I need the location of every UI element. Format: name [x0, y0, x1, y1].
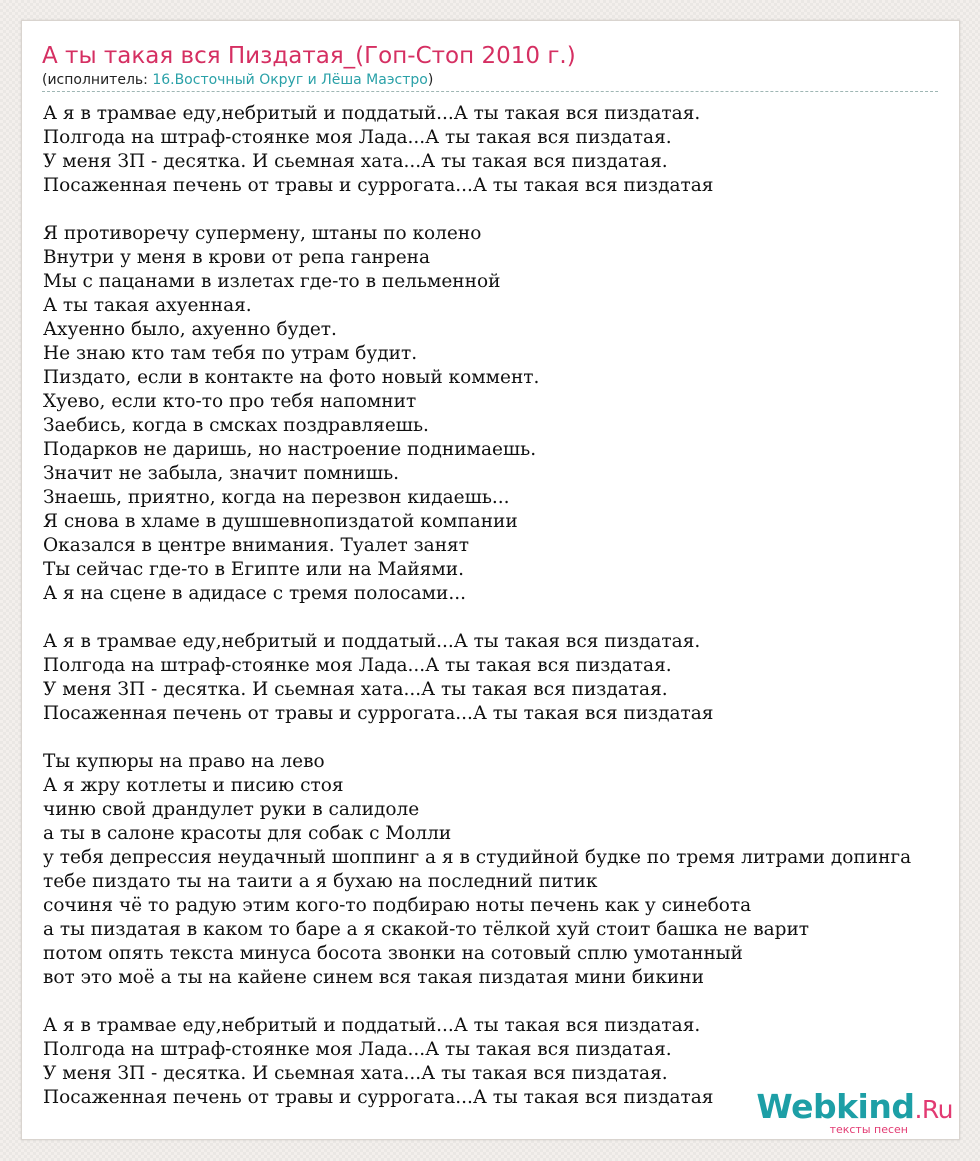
- lyric-line: Ты сейчас где-то в Египте или на Майями.: [43, 559, 464, 580]
- lyric-line: а ты в салоне красоты для собак с Молли: [43, 823, 452, 844]
- lyric-line: а ты пиздатая в каком то баре а я скакой-то тёлкой хуй стоит башка не варит: [43, 919, 810, 940]
- lyric-line: [43, 198, 960, 222]
- lyric-line: Заебись, когда в смсках поздравляешь.: [43, 415, 429, 436]
- artist-line: [42, 71, 938, 92]
- lyric-line: Полгода на штраф-стоянке моя Лада...А ты такая вся пиздатая.: [43, 127, 672, 148]
- lyric-line: Оказался в центре внимания. Туалет занят: [43, 535, 469, 556]
- lyric-line: Посаженная печень от травы и суррогата...А ты такая вся пиздатая: [43, 703, 714, 724]
- lyric-line: Мы с пацанами в излетах где-то в пельменной: [43, 271, 501, 292]
- lyrics-card: [21, 20, 960, 1140]
- lyric-line: У меня ЗП - десятка. И сьемная хата...А ты такая вся пиздатая.: [43, 679, 668, 700]
- lyric-line: Полгода на штраф-стоянке моя Лада...А ты такая вся пиздатая.: [43, 1039, 672, 1060]
- lyric-line: Внутри у меня в крови от репа ганрена: [43, 247, 431, 268]
- logo-brand: Webkind: [756, 1087, 915, 1126]
- lyric-line: Я противоречу супермену, штаны по колено: [43, 223, 482, 244]
- lyric-line: [43, 990, 960, 1014]
- artist-link[interactable]: 16.Восточный Округ и Лёша Маэстро: [152, 72, 428, 88]
- lyric-line: Полгода на штраф-стоянке моя Лада...А ты такая вся пиздатая.: [43, 655, 672, 676]
- lyric-line: сочиня чё то радую этим кого-то подбираю ноты печень как у синебота: [43, 895, 752, 916]
- logo-tagline: тексты песен: [829, 1123, 908, 1136]
- lyric-line: Знаешь, приятно, когда на перезвон кидаешь...: [43, 487, 510, 508]
- lyrics-text: [43, 102, 960, 1112]
- lyric-line: Ты купюры на право на лево: [43, 751, 325, 772]
- lyric-line: У меня ЗП - десятка. И сьемная хата...А ты такая вся пиздатая.: [43, 1063, 668, 1084]
- lyric-line: [43, 606, 960, 630]
- logo-tld: .Ru: [914, 1095, 953, 1124]
- lyric-line: Значит не забыла, значит помнишь.: [43, 463, 400, 484]
- lyric-line: Не знаю кто там тебя по утрам будит.: [43, 343, 418, 364]
- song-title: А ты такая вся Пиздатая_(Гоп-Стоп 2010 г.): [42, 43, 576, 69]
- lyric-line: Ахуенно было, ахуенно будет.: [43, 319, 337, 340]
- lyric-line: чиню свой драндулет руки в салидоле: [43, 799, 420, 820]
- lyric-line: Подарков не даришь, но настроение поднимаешь.: [43, 439, 537, 460]
- webkind-logo: [756, 1087, 953, 1136]
- artist-prefix: (исполнитель:: [42, 72, 153, 88]
- lyric-line: Посаженная печень от травы и суррогата...А ты такая вся пиздатая: [43, 1087, 714, 1108]
- lyric-line: Хуево, если кто-то про тебя напомнит: [43, 391, 417, 412]
- lyric-line: А ты такая ахуенная.: [43, 295, 252, 316]
- lyric-line: А я в трамвае еду,небритый и поддатый...А ты такая вся пиздатая.: [43, 103, 701, 124]
- lyric-line: А я в трамвае еду,небритый и поддатый...А ты такая вся пиздатая.: [43, 1015, 701, 1036]
- lyric-line: у тебя депрессия неудачный шоппинг а я в студийной будке по тремя литрами допинга: [43, 847, 912, 868]
- lyric-line: [43, 726, 960, 750]
- lyric-line: Пиздато, если в контакте на фото новый коммент.: [43, 367, 540, 388]
- lyric-line: вот это моё а ты на кайене синем вся такая пиздатая мини бикини: [43, 967, 704, 988]
- lyric-line: А я в трамвае еду,небритый и поддатый...А ты такая вся пиздатая.: [43, 631, 701, 652]
- lyric-line: У меня ЗП - десятка. И сьемная хата...А ты такая вся пиздатая.: [43, 151, 668, 172]
- artist-suffix: ): [427, 72, 434, 88]
- lyric-line: А я на сцене в адидасе с тремя полосами...: [43, 583, 467, 604]
- lyric-line: Я снова в хламе в душшевнопиздатой компании: [43, 511, 518, 532]
- lyric-line: тебе пиздато ты на таити а я бухаю на последний питик: [43, 871, 598, 892]
- lyric-line: потом опять текста минуса босота звонки на сотовый сплю умотанный: [43, 943, 743, 964]
- lyric-line: Посаженная печень от травы и суррогата...А ты такая вся пиздатая: [43, 175, 714, 196]
- lyric-line: А я жру котлеты и писию стоя: [43, 775, 344, 796]
